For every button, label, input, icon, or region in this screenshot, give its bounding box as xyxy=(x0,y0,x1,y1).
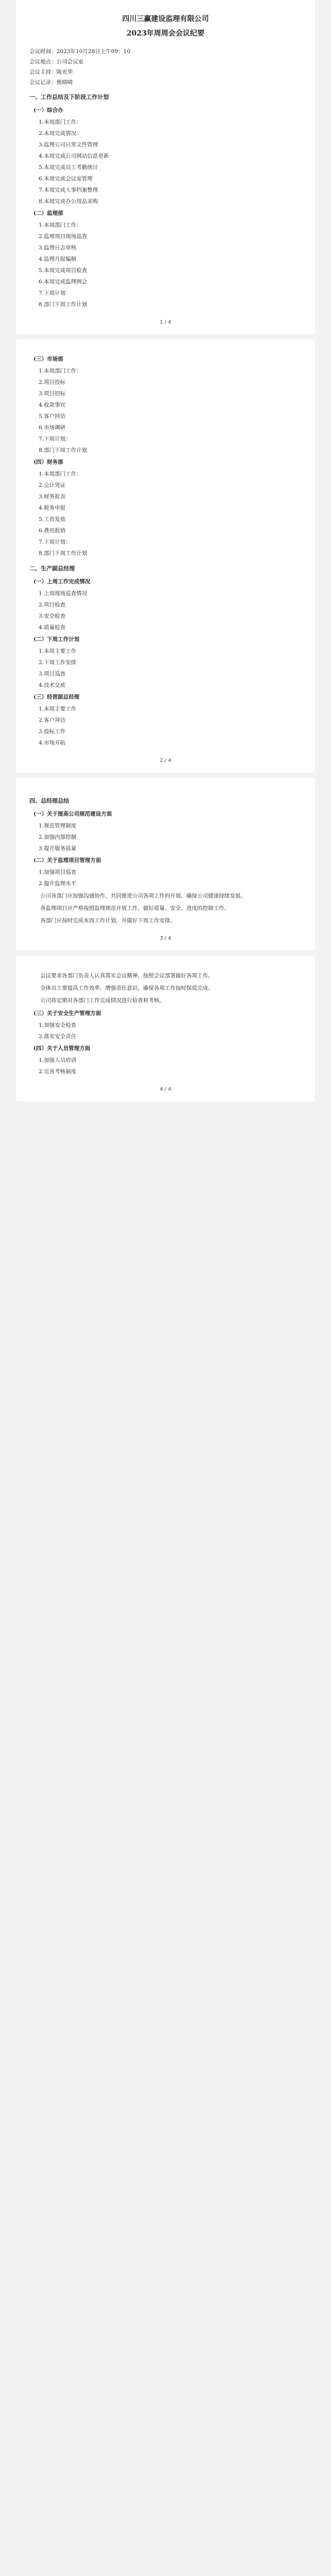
list-item: 2.项目投标 xyxy=(39,379,66,385)
list-item: 4.监理月报编制 xyxy=(39,256,77,262)
list-item: 6.费用报销 xyxy=(39,528,66,534)
subsection-title: (二）关于监理项目管理方面 xyxy=(34,857,101,863)
list-item: 6.本周完成监理例会 xyxy=(39,279,88,285)
subsection-title: (一）上周工作完成情况 xyxy=(34,579,90,585)
list-item: 4.市场开拓 xyxy=(39,740,66,746)
document-title: 2023年周周会会议纪要 xyxy=(126,29,205,38)
list-item: 4.收款事宜 xyxy=(39,402,66,408)
list-item: 3.安全检查 xyxy=(39,613,66,619)
meta-block xyxy=(29,46,302,88)
subsection-title: (三）市场部 xyxy=(34,356,63,362)
list-item: 1.加强人员培训 xyxy=(39,1057,77,1063)
meta-location: 会议地点：公司会议室 xyxy=(29,59,84,65)
subsection-title: (三）关于安全生产管理方面 xyxy=(34,1010,101,1016)
list-item: 2.会计凭证 xyxy=(39,482,66,488)
page-number: 2 / 4 xyxy=(159,758,172,764)
list-item: 1.加强安全检查 xyxy=(39,1022,77,1028)
paragraph: 会议要求各部门负责人认真落实会议精神，按照会议部署做好各项工作。 xyxy=(40,973,213,979)
document xyxy=(0,0,331,1101)
list-item: 3.监理公司日常文件管理 xyxy=(39,142,98,148)
page-4 xyxy=(16,951,315,1101)
paragraph: 公司各部门应加强沟通协作，共同推进公司各项工作的开展，确保公司健康持续发展。 xyxy=(40,893,246,899)
list-item: 8.部门下周工作计划 xyxy=(39,301,88,308)
list-item: 5.本周完成项目检查 xyxy=(39,267,88,274)
list-item: 3.提升服务质量 xyxy=(39,845,77,852)
list-item: 2.加强内部控制 xyxy=(39,834,77,840)
list-item: 6.本周完成会议室管理 xyxy=(39,176,93,182)
list-item: 2.本周完成情况： xyxy=(39,130,82,137)
paragraph: 公司将定期对各部门工作完成情况进行检查和考核。 xyxy=(40,997,165,1004)
subsection-title: (三）经营副总经理 xyxy=(34,694,79,700)
list-item: 7.下周计划： xyxy=(39,436,71,442)
list-item: 3.投标工作 xyxy=(39,728,66,735)
list-item: 1.本周部门工作： xyxy=(39,222,82,228)
list-item: 1.本周主要工作 xyxy=(39,648,77,654)
list-item: 3.监理日志审核 xyxy=(39,245,77,251)
list-item: 4.技术交底 xyxy=(39,682,66,688)
subsection-title: (四）财务部 xyxy=(34,459,63,465)
list-item: 1.本周部门工作： xyxy=(39,119,82,125)
paragraph: 各监理项目应严格按照监理规范开展工作，做好质量、安全、进度的控制工作。 xyxy=(40,905,230,911)
page-number: 3 / 4 xyxy=(159,936,172,941)
section-title: 四、总经理总结 xyxy=(29,798,69,804)
list-item: 2.完善考核制度 xyxy=(39,1069,77,1075)
page-1 xyxy=(16,0,315,334)
list-item: 1.上周现场巡查情况 xyxy=(39,590,88,597)
page-2 xyxy=(16,334,315,773)
list-item: 8.本周完成办公用品采购 xyxy=(39,198,98,205)
list-item: 4.税务申报 xyxy=(39,505,66,511)
company-name: 四川三赢建设监理有限公司 xyxy=(122,15,209,23)
list-item: 2.落实安全责任 xyxy=(39,1033,77,1040)
list-item: 8.部门下周工作计划 xyxy=(39,550,88,556)
list-item: 4.质量检查 xyxy=(39,624,66,631)
list-item: 5.工资发放 xyxy=(39,516,66,522)
meta-time: 会议时间：2023年10月28日上午09：10 xyxy=(29,48,130,55)
list-item: 8.部门下周工作计划 xyxy=(39,447,88,453)
list-item: 2.客户拜访 xyxy=(39,717,66,723)
subsection-title: (一）关于提高公司规范建设方面 xyxy=(34,811,112,817)
list-item: 1.本周主要工作 xyxy=(39,706,77,712)
subsection-title: (一）综合办 xyxy=(34,107,63,113)
section-title: 一、工作总结及下阶段工作计划 xyxy=(29,94,109,100)
list-item: 5.本周完成员工考勤统计 xyxy=(39,164,98,171)
meta-recorder: 会议记录：熊晴晴 xyxy=(29,79,73,86)
list-item: 1.本周部门工作： xyxy=(39,471,82,477)
list-item: 2.下周工作安排 xyxy=(39,659,77,666)
paragraph: 各部门应按时完成本周工作计划，并做好下周工作安排。 xyxy=(40,918,176,924)
subsection-title: (二）下周工作计划 xyxy=(34,636,79,642)
subsection-title: (四）关于人员管理方面 xyxy=(34,1045,90,1052)
list-item: 2.项目检查 xyxy=(39,602,66,608)
list-item: 1.本周部门工作： xyxy=(39,368,82,374)
list-item: 7.下周计划： xyxy=(39,539,71,545)
list-item: 5.客户回访 xyxy=(39,413,66,419)
list-item: 3.项目招标 xyxy=(39,391,66,397)
page-number: 1 / 4 xyxy=(159,319,172,325)
list-item: 1.规范管理制度 xyxy=(39,823,77,829)
list-item: 2.监理项目现场巡查 xyxy=(39,233,88,240)
list-item: 2.提升监理水平 xyxy=(39,880,77,887)
section-title: 二、生产副总经理 xyxy=(29,565,75,572)
paragraph: 全体员工要提高工作效率，增强责任意识，确保各项工作按时保质完成。 xyxy=(40,985,213,991)
list-item: 7.本周完成人事档案整理 xyxy=(39,187,98,193)
list-item: 7.下周计划： xyxy=(39,290,71,296)
list-item: 4.本周完成公司网站信息更新 xyxy=(39,153,109,159)
page-number: 4 / 4 xyxy=(159,1087,172,1092)
list-item: 3.财务报表 xyxy=(39,494,66,500)
list-item: 3.项目巡查 xyxy=(39,671,66,677)
meta-host: 会议主持：陈光华 xyxy=(29,69,73,75)
list-item: 6.市场调研 xyxy=(39,425,66,431)
page-3 xyxy=(16,773,315,951)
list-item: 1.加强项目巡查 xyxy=(39,869,77,875)
subsection-title: (二）监理部 xyxy=(34,210,63,216)
